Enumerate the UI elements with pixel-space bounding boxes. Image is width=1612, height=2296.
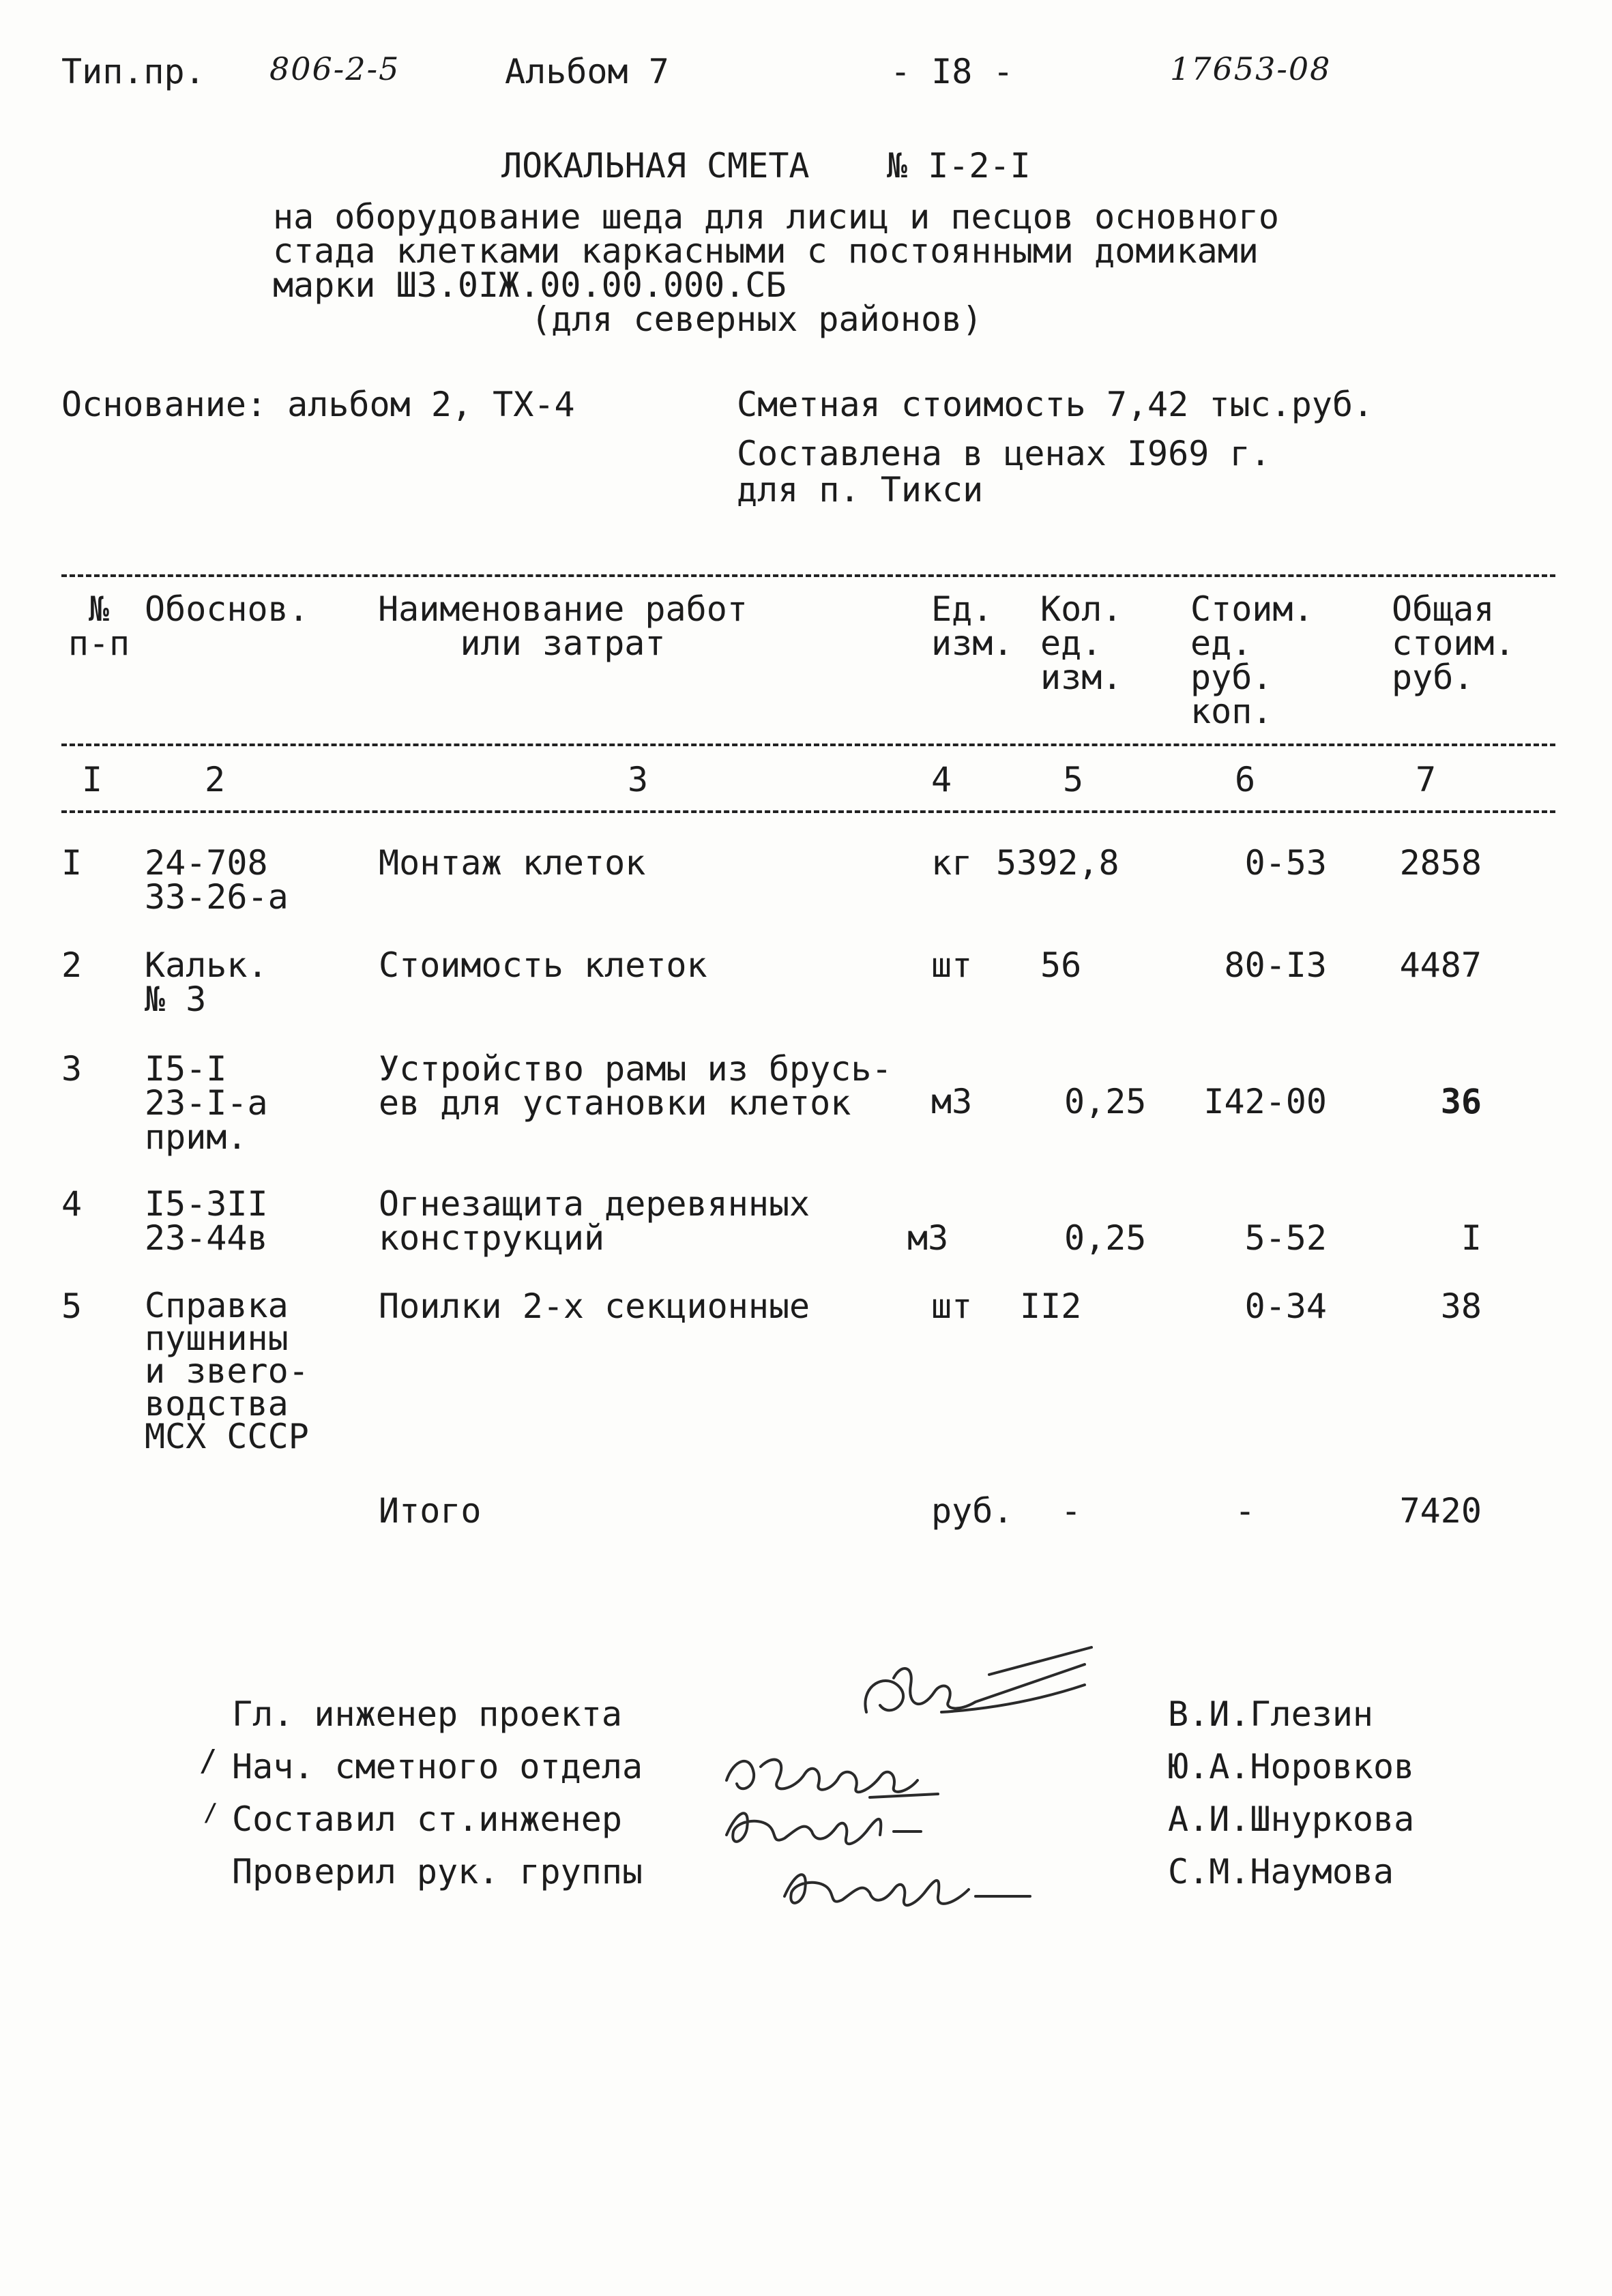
row-unit-cost: 0-34 (1244, 1286, 1327, 1326)
row-basis: 24-708 33-26-а (145, 843, 289, 917)
row-basis: Кальк. № 3 (145, 945, 268, 1019)
region-note: (для северных районов) (531, 299, 983, 339)
signature-name: С.М.Наумова (1168, 1852, 1394, 1892)
total-unit-cost: - (1235, 1491, 1256, 1531)
row-total: 2858 (1399, 843, 1482, 883)
row-total: I (1461, 1218, 1482, 1258)
signature-name: А.И.Шнуркова (1168, 1799, 1415, 1839)
signature-chief-engineer (819, 1637, 1105, 1739)
estimate-description: на оборудование шеда для лисиц и песцов основного стада клетками каркасными с постоянными домиками марки ШЗ.0IЖ.00.00.000.СБ (273, 197, 1280, 305)
total-label: Итого (379, 1491, 482, 1531)
total-unit: руб. (931, 1491, 1014, 1531)
row-num: 5 (61, 1286, 83, 1326)
document-heading: ЛОКАЛЬНАЯ СМЕТА (501, 146, 810, 186)
header-qty: Кол. ед. изм. (1040, 589, 1123, 697)
signature-role: Нач. сметного отдела (232, 1747, 643, 1786)
row-num: 4 (61, 1184, 83, 1224)
header-basis: Обоснов. (145, 589, 309, 629)
row-name: Огнезащита деревянных конструкций (379, 1184, 810, 1258)
header-total: Общая стоим. руб. (1392, 589, 1515, 697)
row-total: 4487 (1399, 945, 1482, 985)
album-label: Альбом 7 (505, 52, 669, 91)
row-unit: шт (931, 945, 973, 985)
header-unit-cost: Стоим. ед. руб. коп. (1190, 589, 1314, 731)
row-unit: м3 (931, 1082, 973, 1121)
page-number: - I8 - (890, 52, 1014, 91)
column-number: I (81, 760, 103, 799)
row-qty: 5392,8 (996, 843, 1119, 883)
row-unit: шт (931, 1286, 973, 1326)
column-number: 4 (931, 760, 952, 799)
basis-line: Основание: альбом 2, ТХ-4 (61, 385, 575, 424)
type-label: Тип.пр. (61, 52, 205, 91)
total-qty: - (1061, 1491, 1082, 1531)
signature-name: Ю.А.Норовков (1168, 1747, 1415, 1786)
signature-group-leader (771, 1835, 1085, 1924)
row-total: 36 (1440, 1082, 1482, 1121)
row-basis: I5-I 23-I-а прим. (145, 1049, 268, 1157)
row-qty: 0,25 (1064, 1218, 1147, 1258)
row-qty: 56 (1040, 945, 1082, 985)
header-bottom-rule (61, 744, 1555, 746)
row-qty: 0,25 (1064, 1082, 1147, 1121)
row-num: 2 (61, 945, 83, 985)
row-unit-cost: I42-00 (1203, 1082, 1327, 1121)
row-total: 38 (1440, 1286, 1482, 1326)
signature-role: Проверил рук. группы (232, 1852, 643, 1892)
column-numbers-rule (61, 810, 1555, 813)
row-name: Поилки 2-х секционные (379, 1286, 810, 1326)
header-name: Наименование работ или затрат (378, 589, 748, 663)
signature-role: Гл. инженер проекта (232, 1694, 622, 1734)
column-number: 5 (1063, 760, 1084, 799)
row-basis: I5-3II 23-44в (145, 1184, 268, 1258)
signature-role: Составил ст.инженер (232, 1799, 622, 1839)
row-basis: Справка пушнины и звero- водства МСХ СССР (145, 1286, 309, 1456)
row-unit-cost: 80-I3 (1224, 945, 1327, 985)
table-top-rule (61, 574, 1555, 577)
margin-tick-mark: / (203, 1799, 218, 1827)
row-num: I (61, 843, 83, 883)
column-number: 7 (1416, 760, 1437, 799)
row-unit-cost: 0-53 (1244, 843, 1327, 883)
row-name: Монтаж клеток (379, 843, 646, 883)
location: для п. Тикси (737, 470, 984, 510)
document-code: 17653-08 (1170, 50, 1332, 87)
row-unit: м3 (907, 1218, 949, 1258)
row-num: 3 (61, 1049, 83, 1089)
row-unit: кг (931, 843, 973, 883)
column-number: 2 (205, 760, 226, 799)
row-name: Стоимость клеток (379, 945, 707, 985)
column-number: 6 (1235, 760, 1256, 799)
row-name: Устройство рамы из брусь- ев для установки клеток (379, 1049, 892, 1123)
price-year: Составлена в ценах I969 г. (737, 434, 1271, 473)
estimate-number: № I-2-I (887, 146, 1031, 186)
project-number: 806-2-5 (269, 50, 400, 87)
column-number: 3 (628, 760, 649, 799)
signature-name: В.И.Глезин (1168, 1694, 1374, 1734)
estimated-cost: Сметная стоимость 7,42 тыс.руб. (737, 385, 1374, 424)
total-amount: 7420 (1399, 1491, 1482, 1531)
header-unit: Ед. изм. (931, 589, 1014, 663)
header-num: № п-п (68, 589, 130, 663)
row-qty: II2 (1020, 1286, 1082, 1326)
margin-tick-mark: / (199, 1743, 218, 1778)
row-unit-cost: 5-52 (1244, 1218, 1327, 1258)
